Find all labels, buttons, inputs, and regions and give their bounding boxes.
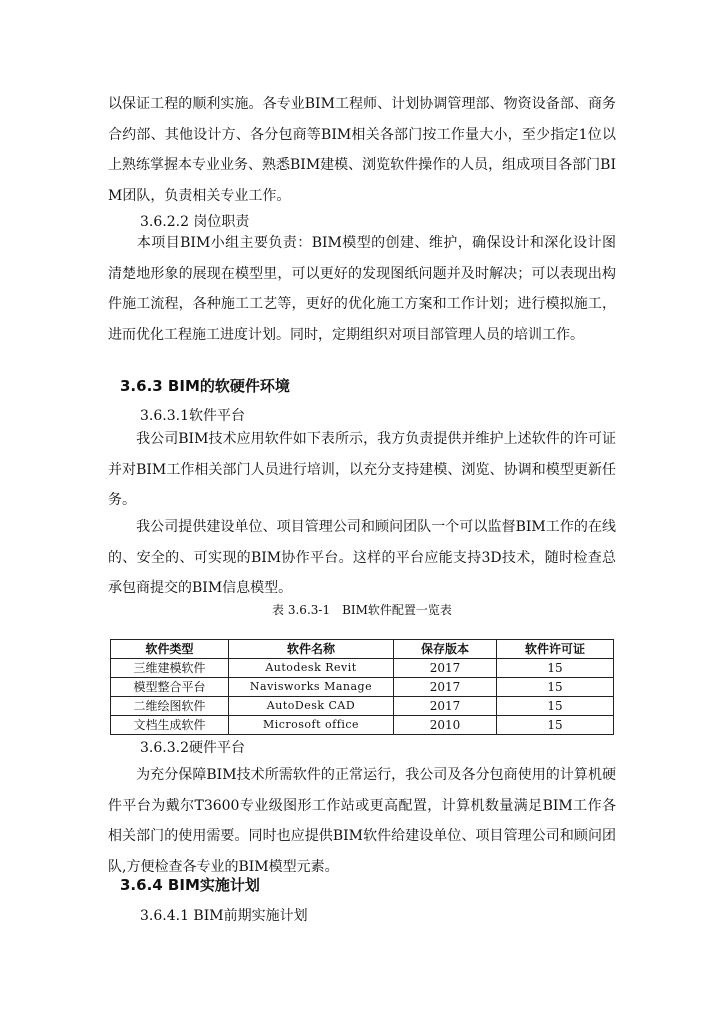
table-header-cell: 保存版本 <box>394 640 497 659</box>
table-header-cell: 软件名称 <box>229 640 394 659</box>
table-header-row <box>111 640 614 659</box>
table-cell-version: 2017 <box>394 697 497 716</box>
table-cell-name: AutoDesk CAD <box>229 697 394 716</box>
table-cell-version: 2017 <box>394 659 497 678</box>
table-cell-name: Autodesk Revit <box>229 659 394 678</box>
table-cell-version: 2017 <box>394 678 497 697</box>
paragraph-team-composition: 以保证工程的顺利实施。各专业BIM工程师、计划协调管理部、物资设备部、商务合约部、其他设计方、各分包商等BIM相关各部门按工作量大小，至少指定1位以上熟练掌握本专业业务、熟悉BIM建模、浏览软件操作的人员，组成项目各部门BIM团队，负责相关专业工作。 <box>108 96 616 204</box>
section-3-6-4-heading: 3.6.4 BIM实施计划 <box>120 876 260 894</box>
table-cell-name: Navisworks Manage <box>229 678 394 697</box>
table-cell-name: Microsoft office <box>229 716 394 735</box>
table-cell-type: 文档生成软件 <box>111 716 229 735</box>
table-row <box>111 659 614 678</box>
subsection-3-6-2-2-title: 3.6.2.2 岗位职责 <box>140 214 250 230</box>
table-row <box>111 678 614 697</box>
subsection-3-6-4-1-title: 3.6.4.1 BIM前期实施计划 <box>140 908 308 924</box>
table-cell-license: 15 <box>497 678 614 697</box>
paragraph-software-license: 我公司BIM技术应用软件如下表所示，我方负责提供并维护上述软件的许可证并对BIM工作相关部门人员进行培训，以充分支持建模、浏览、协调和模型更新任务。 <box>108 431 616 508</box>
table-header-cell: 软件类型 <box>111 640 229 659</box>
subsection-3-6-3-1-title: 3.6.3.1软件平台 <box>140 408 245 424</box>
table-cell-version: 2010 <box>394 716 497 735</box>
table-cell-license: 15 <box>497 716 614 735</box>
section-3-6-3-heading: 3.6.3 BIM的软硬件环境 <box>120 377 290 395</box>
table-row <box>111 697 614 716</box>
table-cell-license: 15 <box>497 659 614 678</box>
paragraph-hardware-platform: 为充分保障BIM技术所需软件的正常运行，我公司及各分包商使用的计算机硬件平台为戴尔T3600专业级图形工作站或更高配置，计算机数量满足BIM工作各相关部门的使用需要。同时也应提供BIM软件给建设单位、项目管理公司和顾问团队,方便检查各专业的BIM模型元素。 <box>108 767 616 875</box>
table-row <box>111 716 614 735</box>
table-cell-type: 三维建模软件 <box>111 659 229 678</box>
table-caption: 表 3.6.3-1 BIM软件配置一览表 <box>272 603 452 617</box>
software-config-table <box>110 639 614 735</box>
table-cell-type: 模型整合平台 <box>111 678 229 697</box>
subsection-3-6-3-2-title: 3.6.3.2硬件平台 <box>140 740 245 756</box>
table-cell-type: 二维绘图软件 <box>111 697 229 716</box>
paragraph-collaboration-platform: 我公司提供建设单位、项目管理公司和顾问团队一个可以监督BIM工作的在线的、安全的、可实现的BIM协作平台。这样的平台应能支持3D技术，随时检查总承包商提交的BIM信息模型。 <box>108 519 616 596</box>
table-header-cell: 软件许可证 <box>497 640 614 659</box>
paragraph-bim-team-duties: 本项目BIM小组主要负责：BIM模型的创建、维护，确保设计和深化设计图清楚地形象的展现在模型里，可以更好的发现图纸问题并及时解决；可以表现出构件施工流程，各种施工工艺等，更好的优化施工方案和工作计划；进行模拟施工，进而优化工程施工进度计划。同时，定期组织对项目部管理人员的培训工作。 <box>108 235 616 343</box>
table-cell-license: 15 <box>497 697 614 716</box>
